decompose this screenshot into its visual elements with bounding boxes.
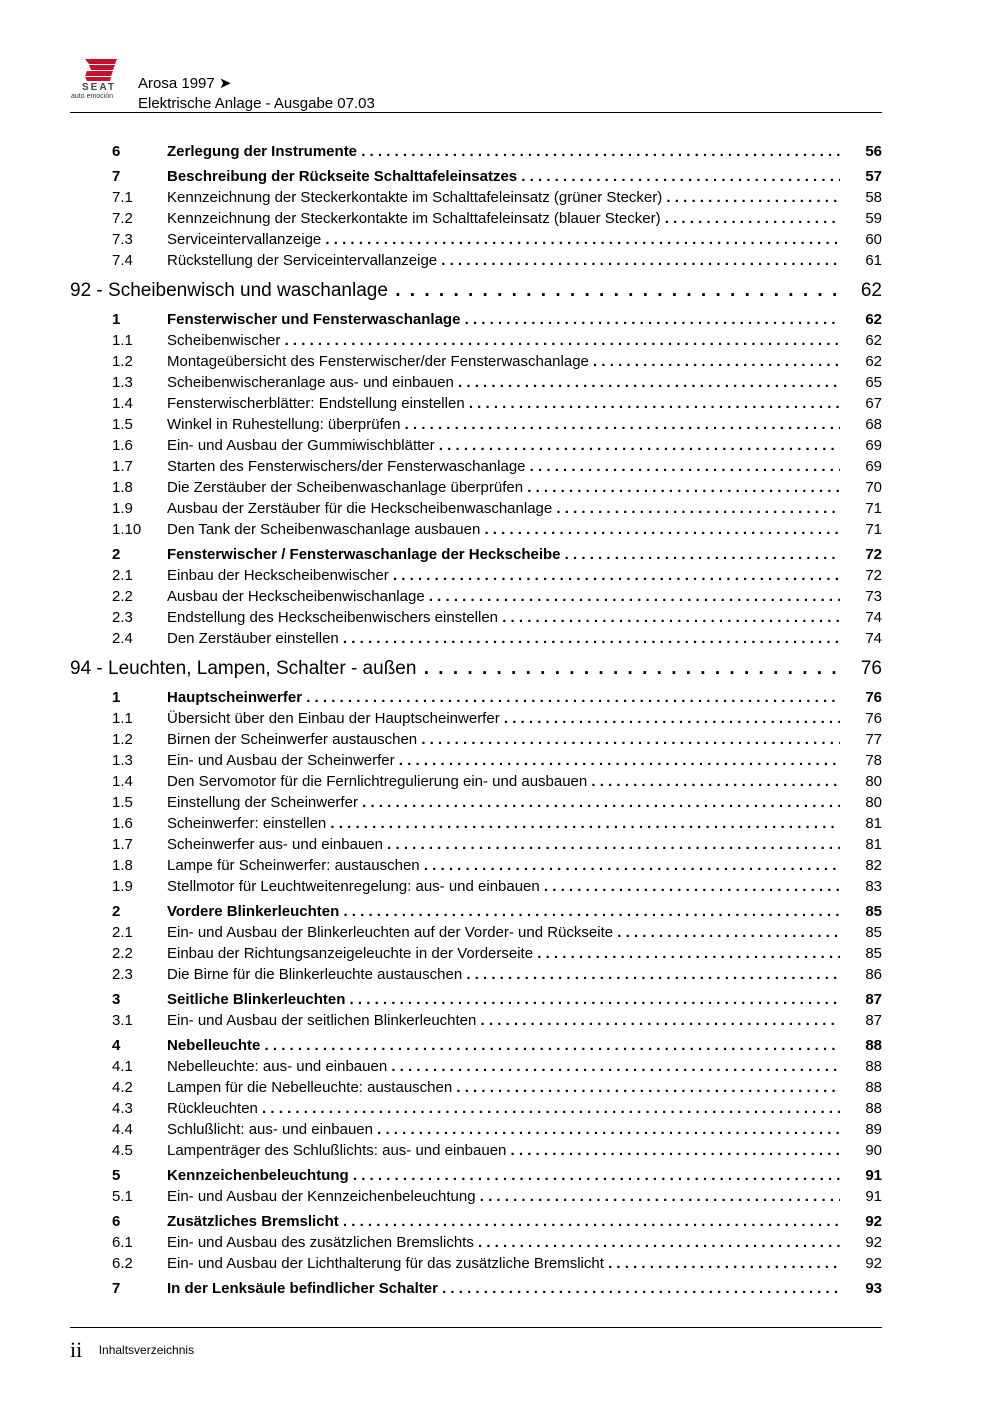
toc-entry-title: Einstellung der Scheinwerfer . . . bbox=[167, 792, 840, 813]
toc-entry[interactable] bbox=[70, 1253, 882, 1274]
toc-entry[interactable] bbox=[70, 309, 882, 330]
table-of-contents bbox=[70, 141, 882, 1299]
toc-entry[interactable] bbox=[70, 1278, 882, 1299]
toc-entry-title: In der Lenksäule befindlicher Schalter . . . bbox=[167, 1278, 840, 1299]
toc-entry-number: 2.2 bbox=[112, 945, 133, 962]
toc-entry[interactable] bbox=[70, 1056, 882, 1077]
toc-entry-title: Scheibenwischeranlage aus- und einbauen . . . bbox=[167, 372, 840, 393]
toc-entry[interactable] bbox=[70, 1098, 882, 1119]
toc-entry-number: 1.1 bbox=[112, 710, 133, 727]
toc-entry-title: Den Servomotor für die Fernlichtregulierung ein- und ausbauen . . . bbox=[167, 771, 840, 792]
toc-entry-title: Kennzeichnung der Steckerkontakte im Schalttafeleinsatz (grüner Stecker) . . . bbox=[167, 187, 840, 208]
toc-entry-number: 7 bbox=[112, 168, 121, 185]
toc-entry-page: 87 bbox=[865, 1012, 882, 1029]
toc-entry-number: 1.4 bbox=[112, 395, 133, 412]
toc-entry[interactable] bbox=[70, 544, 882, 565]
toc-entry-page: 76 bbox=[865, 710, 882, 727]
seat-logo bbox=[70, 58, 132, 104]
toc-entry-title: Beschreibung der Rückseite Schalttafeleinsatzes . . . bbox=[167, 166, 840, 187]
toc-entry-title: Seitliche Blinkerleuchten . . . bbox=[167, 989, 840, 1010]
logo-tagline: auto emoción bbox=[71, 93, 114, 100]
toc-entry-title: Nebelleuchte: aus- und einbauen . . . bbox=[167, 1056, 840, 1077]
toc-entry[interactable] bbox=[70, 1035, 882, 1056]
toc-entry-title: Starten des Fensterwischers/der Fensterwaschanlage . . . bbox=[167, 456, 840, 477]
toc-entry[interactable] bbox=[70, 1232, 882, 1253]
toc-entry-page: 89 bbox=[865, 1121, 882, 1138]
toc-entry-title: Ein- und Ausbau der Kennzeichenbeleuchtung . . . bbox=[167, 1186, 840, 1207]
toc-entry-number: 1.2 bbox=[112, 731, 133, 748]
toc-entry[interactable] bbox=[70, 141, 882, 162]
toc-entry-title: Scheinwerfer: einstellen . . . bbox=[167, 813, 840, 834]
toc-entry-page: 92 bbox=[865, 1255, 882, 1272]
toc-entry-page: 76 bbox=[860, 658, 882, 679]
toc-entry[interactable] bbox=[70, 771, 882, 792]
toc-entry-page: 59 bbox=[865, 210, 882, 227]
toc-entry[interactable] bbox=[70, 586, 882, 607]
toc-entry[interactable] bbox=[70, 372, 882, 393]
toc-entry[interactable] bbox=[70, 229, 882, 250]
toc-entry-number: 4.5 bbox=[112, 1142, 133, 1159]
toc-entry-number: 4 bbox=[112, 1037, 121, 1054]
toc-entry-page: 91 bbox=[865, 1167, 882, 1184]
toc-entry-page: 88 bbox=[865, 1100, 882, 1117]
toc-entry-number: 7.1 bbox=[112, 189, 133, 206]
toc-entry-number: 2 bbox=[112, 546, 121, 563]
toc-entry[interactable] bbox=[70, 477, 882, 498]
footer-rule bbox=[70, 1327, 882, 1328]
toc-entry-title: Einbau der Heckscheibenwischer . . . bbox=[167, 565, 840, 586]
toc-entry-number: 1.8 bbox=[112, 479, 133, 496]
toc-entry-page: 81 bbox=[865, 836, 882, 853]
toc-entry[interactable] bbox=[70, 208, 882, 229]
toc-entry-title: Rückleuchten . . . bbox=[167, 1098, 840, 1119]
toc-entry-title: Ausbau der Zerstäuber für die Heckscheibenwaschanlage . . . bbox=[167, 498, 840, 519]
toc-entry[interactable] bbox=[70, 855, 882, 876]
toc-entry-page: 68 bbox=[865, 416, 882, 433]
document-title: Arosa 1997 ➤ bbox=[138, 75, 232, 92]
toc-entry-title: Fensterwischer und Fensterwaschanlage . . . bbox=[167, 309, 840, 330]
toc-entry[interactable] bbox=[70, 876, 882, 897]
page-header bbox=[70, 58, 882, 114]
toc-entry[interactable] bbox=[70, 943, 882, 964]
toc-entry[interactable] bbox=[70, 330, 882, 351]
toc-chapter[interactable] bbox=[70, 273, 882, 309]
toc-entry-title: Kennzeichenbeleuchtung . . . bbox=[167, 1165, 840, 1186]
toc-entry[interactable] bbox=[70, 498, 882, 519]
toc-entry[interactable] bbox=[70, 414, 882, 435]
toc-entry-page: 86 bbox=[865, 966, 882, 983]
toc-entry-title: Lampen für die Nebelleuchte: austauschen . . . bbox=[167, 1077, 840, 1098]
toc-entry-number: 1.6 bbox=[112, 815, 133, 832]
toc-entry[interactable] bbox=[70, 901, 882, 922]
toc-entry-title: Winkel in Ruhestellung: überprüfen . . . bbox=[167, 414, 840, 435]
toc-entry-title: Zusätzliches Bremslicht . . . bbox=[167, 1211, 840, 1232]
toc-entry-number: 2.3 bbox=[112, 609, 133, 626]
toc-entry-title: Ein- und Ausbau der Gummiwischblätter . . . bbox=[167, 435, 840, 456]
toc-entry[interactable] bbox=[70, 435, 882, 456]
toc-entry-page: 71 bbox=[865, 500, 882, 517]
toc-entry-page: 88 bbox=[865, 1037, 882, 1054]
toc-entry-page: 74 bbox=[865, 609, 882, 626]
toc-entry-page: 72 bbox=[865, 546, 882, 563]
toc-entry-title: Die Birne für die Blinkerleuchte austauschen . . . bbox=[167, 964, 840, 985]
toc-entry-title: Ein- und Ausbau des zusätzlichen Bremslichts . . . bbox=[167, 1232, 840, 1253]
toc-entry[interactable] bbox=[70, 1010, 882, 1031]
toc-entry[interactable] bbox=[70, 1119, 882, 1140]
toc-entry-number: 3.1 bbox=[112, 1012, 133, 1029]
toc-entry-title: Ausbau der Heckscheibenwischanlage . . . bbox=[167, 586, 840, 607]
toc-entry-number: 1.1 bbox=[112, 332, 133, 349]
logo-wordmark: SEAT bbox=[82, 82, 116, 93]
toc-entry-page: 67 bbox=[865, 395, 882, 412]
toc-entry-title: Serviceintervallanzeige . . . bbox=[167, 229, 840, 250]
toc-entry-number: 2.1 bbox=[112, 567, 133, 584]
toc-entry-title: Hauptscheinwerfer . . . bbox=[167, 687, 840, 708]
toc-entry-number: 1.4 bbox=[112, 773, 133, 790]
toc-entry-number: 5 bbox=[112, 1167, 121, 1184]
toc-entry-title: 92 - Scheibenwisch und waschanlage . . . bbox=[70, 273, 842, 309]
toc-entry-title: Ein- und Ausbau der Blinkerleuchten auf der Vorder- und Rückseite . . . bbox=[167, 922, 840, 943]
toc-entry-page: 62 bbox=[865, 311, 882, 328]
toc-entry-title: Übersicht über den Einbau der Hauptscheinwerfer . . . bbox=[167, 708, 840, 729]
document-subtitle: Elektrische Anlage - Ausgabe 07.03 bbox=[138, 95, 375, 112]
toc-chapter[interactable] bbox=[70, 651, 882, 687]
toc-entry-number: 1 bbox=[112, 311, 121, 328]
toc-entry-number: 4.1 bbox=[112, 1058, 133, 1075]
toc-entry-page: 85 bbox=[865, 903, 882, 920]
toc-entry-title: Fensterwischerblätter: Endstellung einstellen . . . bbox=[167, 393, 840, 414]
toc-entry-page: 80 bbox=[865, 773, 882, 790]
toc-entry-page: 82 bbox=[865, 857, 882, 874]
toc-entry-page: 76 bbox=[865, 689, 882, 706]
toc-entry-number: 4.3 bbox=[112, 1100, 133, 1117]
toc-entry-number: 5.1 bbox=[112, 1188, 133, 1205]
page-footer bbox=[70, 1337, 194, 1363]
toc-entry-page: 57 bbox=[865, 168, 882, 185]
toc-entry[interactable] bbox=[70, 565, 882, 586]
toc-entry[interactable] bbox=[70, 456, 882, 477]
toc-entry[interactable] bbox=[70, 750, 882, 771]
toc-entry-page: 71 bbox=[865, 521, 882, 538]
toc-entry-number: 6.1 bbox=[112, 1234, 133, 1251]
toc-entry-title: Zerlegung der Instrumente . . . bbox=[167, 141, 840, 162]
toc-entry-page: 60 bbox=[865, 231, 882, 248]
toc-entry-page: 81 bbox=[865, 815, 882, 832]
toc-entry-number: 4.2 bbox=[112, 1079, 133, 1096]
toc-entry-page: 92 bbox=[865, 1213, 882, 1230]
toc-entry-number: 1.6 bbox=[112, 437, 133, 454]
toc-entry-number: 4.4 bbox=[112, 1121, 133, 1138]
footer-label: Inhaltsverzeichnis bbox=[98, 1343, 195, 1357]
toc-entry-page: 78 bbox=[865, 752, 882, 769]
toc-entry-title: Kennzeichnung der Steckerkontakte im Schalttafeleinsatz (blauer Stecker) . . . bbox=[167, 208, 840, 229]
toc-entry-title: Nebelleuchte . . . bbox=[167, 1035, 840, 1056]
toc-entry-page: 62 bbox=[860, 280, 882, 301]
toc-entry-number: 1.5 bbox=[112, 416, 133, 433]
toc-entry[interactable] bbox=[70, 1077, 882, 1098]
toc-entry-number: 1.10 bbox=[112, 521, 142, 538]
toc-entry[interactable] bbox=[70, 989, 882, 1010]
toc-entry[interactable] bbox=[70, 687, 882, 708]
toc-entry-number: 7.2 bbox=[112, 210, 133, 227]
toc-entry-title: Einbau der Richtungsanzeigeleuchte in der Vorderseite . . . bbox=[167, 943, 840, 964]
toc-entry[interactable] bbox=[70, 922, 882, 943]
header-rule bbox=[70, 112, 882, 113]
toc-entry-title: Birnen der Scheinwerfer austauschen . . . bbox=[167, 729, 840, 750]
toc-entry-page: 58 bbox=[865, 189, 882, 206]
toc-entry-title: Scheinwerfer aus- und einbauen . . . bbox=[167, 834, 840, 855]
toc-entry-title: Lampenträger des Schlußlichts: aus- und einbauen . . . bbox=[167, 1140, 840, 1161]
toc-entry-page: 83 bbox=[865, 878, 882, 895]
toc-entry-page: 91 bbox=[865, 1188, 882, 1205]
toc-entry-title: Ein- und Ausbau der seitlichen Blinkerleuchten . . . bbox=[167, 1010, 840, 1031]
toc-entry-page: 80 bbox=[865, 794, 882, 811]
toc-entry-number: 1.3 bbox=[112, 752, 133, 769]
toc-entry-page: 77 bbox=[865, 731, 882, 748]
toc-entry-page: 62 bbox=[865, 332, 882, 349]
toc-entry-number: 1.3 bbox=[112, 374, 133, 391]
toc-entry-title: Schlußlicht: aus- und einbauen . . . bbox=[167, 1119, 840, 1140]
toc-entry-page: 61 bbox=[865, 252, 882, 269]
toc-entry[interactable] bbox=[70, 628, 882, 649]
toc-entry-page: 93 bbox=[865, 1280, 882, 1297]
toc-entry-title: 94 - Leuchten, Lampen, Schalter - außen . . . bbox=[70, 651, 842, 687]
header-text bbox=[138, 74, 375, 114]
toc-entry-page: 70 bbox=[865, 479, 882, 496]
toc-entry-title: Lampe für Scheinwerfer: austauschen . . . bbox=[167, 855, 840, 876]
toc-entry-title: Rückstellung der Serviceintervallanzeige . . . bbox=[167, 250, 840, 271]
toc-entry-number: 6 bbox=[112, 143, 121, 160]
toc-entry-number: 1.8 bbox=[112, 857, 133, 874]
toc-entry-page: 65 bbox=[865, 374, 882, 391]
toc-entry[interactable] bbox=[70, 964, 882, 985]
toc-entry-number: 1.9 bbox=[112, 500, 133, 517]
toc-entry-number: 2.3 bbox=[112, 966, 133, 983]
toc-entry-page: 85 bbox=[865, 945, 882, 962]
toc-entry[interactable] bbox=[70, 1186, 882, 1207]
toc-entry-page: 72 bbox=[865, 567, 882, 584]
toc-entry-page: 69 bbox=[865, 437, 882, 454]
toc-entry[interactable] bbox=[70, 393, 882, 414]
toc-entry-title: Ein- und Ausbau der Scheinwerfer . . . bbox=[167, 750, 840, 771]
toc-entry-number: 7.4 bbox=[112, 252, 133, 269]
toc-entry[interactable] bbox=[70, 708, 882, 729]
toc-entry-title: Endstellung des Heckscheibenwischers einstellen . . . bbox=[167, 607, 840, 628]
toc-entry-title: Den Tank der Scheibenwaschanlage ausbauen . . . bbox=[167, 519, 840, 540]
toc-entry[interactable] bbox=[70, 166, 882, 187]
toc-entry-number: 1.7 bbox=[112, 458, 133, 475]
toc-entry[interactable] bbox=[70, 813, 882, 834]
toc-entry-number: 1.5 bbox=[112, 794, 133, 811]
toc-entry-page: 88 bbox=[865, 1079, 882, 1096]
toc-entry[interactable] bbox=[70, 1165, 882, 1186]
toc-entry-number: 6 bbox=[112, 1213, 121, 1230]
toc-entry-number: 2.1 bbox=[112, 924, 133, 941]
toc-entry-number: 1.2 bbox=[112, 353, 133, 370]
toc-entry-number: 6.2 bbox=[112, 1255, 133, 1272]
toc-entry[interactable] bbox=[70, 1140, 882, 1161]
toc-entry-number: 1 bbox=[112, 689, 121, 706]
toc-entry-number: 1.7 bbox=[112, 836, 133, 853]
footer-page-number: ii bbox=[70, 1337, 83, 1362]
toc-entry[interactable] bbox=[70, 729, 882, 750]
toc-entry-title: Montageübersicht des Fensterwischer/der Fensterwaschanlage . . . bbox=[167, 351, 840, 372]
toc-entry[interactable] bbox=[70, 250, 882, 271]
toc-entry-title: Den Zerstäuber einstellen . . . bbox=[167, 628, 840, 649]
toc-entry-number: 2.4 bbox=[112, 630, 133, 647]
toc-entry-title: Stellmotor für Leuchtweitenregelung: aus- und einbauen . . . bbox=[167, 876, 840, 897]
toc-entry[interactable] bbox=[70, 351, 882, 372]
toc-entry-number: 2.2 bbox=[112, 588, 133, 605]
toc-entry-title: Die Zerstäuber der Scheibenwaschanlage überprüfen . . . bbox=[167, 477, 840, 498]
toc-entry-page: 62 bbox=[865, 353, 882, 370]
toc-entry-page: 69 bbox=[865, 458, 882, 475]
toc-entry-number: 3 bbox=[112, 991, 121, 1008]
toc-entry-page: 73 bbox=[865, 588, 882, 605]
toc-entry-title: Vordere Blinkerleuchten . . . bbox=[167, 901, 840, 922]
toc-entry[interactable] bbox=[70, 187, 882, 208]
toc-entry[interactable] bbox=[70, 519, 882, 540]
toc-entry-number: 1.9 bbox=[112, 878, 133, 895]
toc-entry[interactable] bbox=[70, 792, 882, 813]
toc-entry-page: 90 bbox=[865, 1142, 882, 1159]
toc-entry-page: 92 bbox=[865, 1234, 882, 1251]
toc-entry[interactable] bbox=[70, 607, 882, 628]
toc-entry-number: 7 bbox=[112, 1280, 121, 1297]
toc-entry-title: Scheibenwischer . . . bbox=[167, 330, 840, 351]
toc-entry-page: 74 bbox=[865, 630, 882, 647]
toc-entry-page: 87 bbox=[865, 991, 882, 1008]
toc-entry[interactable] bbox=[70, 1211, 882, 1232]
toc-entry-number: 2 bbox=[112, 903, 121, 920]
toc-entry-page: 85 bbox=[865, 924, 882, 941]
toc-entry[interactable] bbox=[70, 834, 882, 855]
seat-logo-icon bbox=[70, 58, 132, 82]
toc-entry-title: Fensterwischer / Fensterwaschanlage der Heckscheibe . . . bbox=[167, 544, 840, 565]
toc-entry-page: 88 bbox=[865, 1058, 882, 1075]
toc-entry-number: 7.3 bbox=[112, 231, 133, 248]
toc-entry-page: 56 bbox=[865, 143, 882, 160]
toc-entry-title: Ein- und Ausbau der Lichthalterung für das zusätzliche Bremslicht . . . bbox=[167, 1253, 840, 1274]
